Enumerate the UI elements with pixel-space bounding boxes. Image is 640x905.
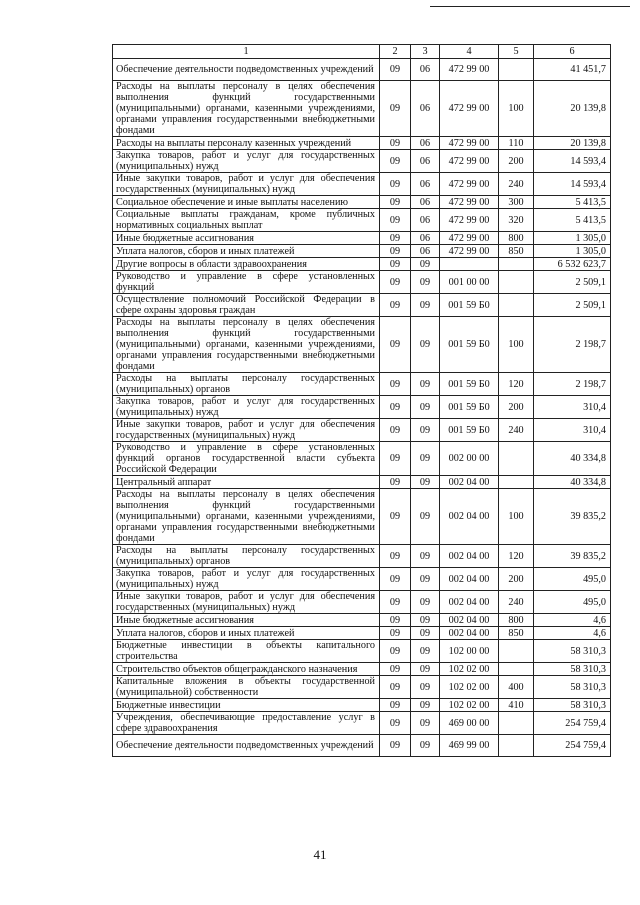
row-subsection: 09 [411,294,440,317]
row-subsection: 09 [411,591,440,614]
row-section: 09 [380,271,411,294]
row-expense-type [499,712,534,735]
row-amount: 58 310,3 [534,699,611,712]
row-target-article: 001 59 Б0 [440,419,499,442]
row-name: Расходы на выплаты персоналу в целях обеспечения выполнения функций государственными (муниципальными) органами, казенными учреждениями, органами управления государственными внебюджетными фондами [113,81,380,137]
table-row [113,81,611,137]
row-amount: 58 310,3 [534,663,611,676]
header-cell-subsection: 3 [411,45,440,59]
row-amount: 5 413,5 [534,196,611,209]
row-amount: 39 835,2 [534,545,611,568]
table-row [113,137,611,150]
row-section: 09 [380,196,411,209]
table-row [113,173,611,196]
row-target-article: 001 00 00 [440,271,499,294]
row-amount: 4,6 [534,614,611,627]
table-row [113,640,611,663]
row-target-article: 002 04 00 [440,591,499,614]
row-target-article: 002 04 00 [440,614,499,627]
row-subsection: 09 [411,614,440,627]
row-amount: 20 139,8 [534,81,611,137]
row-amount: 254 759,4 [534,735,611,757]
table-row [113,258,611,271]
row-amount: 58 310,3 [534,676,611,699]
table-row [113,476,611,489]
row-name: Обеспечение деятельности подведомственных учреждений [113,735,380,757]
table-row [113,59,611,81]
row-subsection: 06 [411,245,440,258]
row-section: 09 [380,232,411,245]
budget-table [112,44,611,757]
row-name: Другие вопросы в области здравоохранения [113,258,380,271]
row-expense-type: 400 [499,676,534,699]
row-name: Центральный аппарат [113,476,380,489]
table-row [113,373,611,396]
row-subsection: 06 [411,81,440,137]
table-row [113,245,611,258]
row-amount: 39 835,2 [534,489,611,545]
row-section: 09 [380,373,411,396]
row-expense-type [499,258,534,271]
row-amount: 310,4 [534,396,611,419]
table-row [113,396,611,419]
row-target-article: 002 00 00 [440,442,499,476]
row-expense-type: 240 [499,419,534,442]
row-expense-type [499,294,534,317]
table-row [113,614,611,627]
row-expense-type: 100 [499,81,534,137]
row-amount: 40 334,8 [534,442,611,476]
row-amount: 310,4 [534,419,611,442]
row-section: 09 [380,663,411,676]
row-subsection: 09 [411,373,440,396]
table-row [113,591,611,614]
row-name: Иные бюджетные ассигнования [113,614,380,627]
row-subsection: 09 [411,258,440,271]
row-name: Строительство объектов общегражданского назначения [113,663,380,676]
row-section: 09 [380,419,411,442]
row-section: 09 [380,591,411,614]
row-target-article: 469 00 00 [440,712,499,735]
table-row [113,442,611,476]
row-section: 09 [380,137,411,150]
row-name: Бюджетные инвестиции [113,699,380,712]
row-section: 09 [380,81,411,137]
row-target-article: 472 99 00 [440,150,499,173]
row-subsection: 09 [411,545,440,568]
row-expense-type: 120 [499,373,534,396]
row-section: 09 [380,735,411,757]
row-expense-type: 240 [499,591,534,614]
row-name: Расходы на выплаты персоналу государственных (муниципальных) органов [113,373,380,396]
row-target-article: 102 02 00 [440,676,499,699]
row-amount: 2 509,1 [534,271,611,294]
table-row [113,712,611,735]
table-row [113,699,611,712]
row-subsection: 09 [411,396,440,419]
row-subsection: 06 [411,209,440,232]
row-name: Уплата налогов, сборов и иных платежей [113,627,380,640]
row-section: 09 [380,209,411,232]
row-expense-type: 120 [499,545,534,568]
top-rule [430,6,630,7]
row-expense-type [499,476,534,489]
row-subsection: 09 [411,735,440,757]
row-subsection: 09 [411,489,440,545]
table-row [113,735,611,757]
row-expense-type: 100 [499,489,534,545]
row-subsection: 09 [411,676,440,699]
row-target-article: 002 04 00 [440,545,499,568]
row-amount: 254 759,4 [534,712,611,735]
row-name: Бюджетные инвестиции в объекты капитального строительства [113,640,380,663]
row-name: Иные закупки товаров, работ и услуг для обеспечения государственных (муниципальных) нужд [113,591,380,614]
row-name: Осуществление полномочий Российской Федерации в сфере охраны здоровья граждан [113,294,380,317]
row-name: Социальное обеспечение и иные выплаты населению [113,196,380,209]
row-expense-type [499,735,534,757]
row-target-article: 102 02 00 [440,663,499,676]
row-section: 09 [380,59,411,81]
row-amount: 1 305,0 [534,232,611,245]
row-target-article [440,258,499,271]
row-target-article: 002 04 00 [440,476,499,489]
row-section: 09 [380,173,411,196]
row-name: Социальные выплаты гражданам, кроме публичных нормативных социальных выплат [113,209,380,232]
row-amount: 20 139,8 [534,137,611,150]
row-amount: 58 310,3 [534,640,611,663]
table-row [113,232,611,245]
row-amount: 495,0 [534,568,611,591]
row-target-article: 001 59 Б0 [440,294,499,317]
table-row [113,676,611,699]
row-amount: 14 593,4 [534,150,611,173]
row-name: Обеспечение деятельности подведомственных учреждений [113,59,380,81]
row-name: Иные закупки товаров, работ и услуг для обеспечения государственных (муниципальных) нужд [113,173,380,196]
row-target-article: 472 99 00 [440,196,499,209]
row-expense-type: 320 [499,209,534,232]
row-expense-type: 100 [499,317,534,373]
row-subsection: 09 [411,640,440,663]
table-row [113,271,611,294]
row-name: Уплата налогов, сборов и иных платежей [113,245,380,258]
table-header-row [113,45,611,59]
table-row [113,196,611,209]
row-section: 09 [380,627,411,640]
table-row [113,663,611,676]
table-row [113,209,611,232]
row-expense-type: 850 [499,245,534,258]
row-section: 09 [380,676,411,699]
row-section: 09 [380,476,411,489]
row-target-article: 472 99 00 [440,59,499,81]
row-expense-type: 300 [499,196,534,209]
row-name: Иные закупки товаров, работ и услуг для обеспечения государственных (муниципальных) нужд [113,419,380,442]
row-target-article: 002 04 00 [440,568,499,591]
row-name: Расходы на выплаты персоналу в целях обеспечения выполнения функций государственными (муниципальными) органами, казенными учреждениями, органами управления государственными внебюджетными фондами [113,317,380,373]
row-name: Расходы на выплаты персоналу в целях обеспечения выполнения функций государственными (муниципальными) органами, казенными учреждениями, органами управления государственными внебюджетными фондами [113,489,380,545]
row-section: 09 [380,294,411,317]
row-name: Расходы на выплаты персоналу государственных (муниципальных) органов [113,545,380,568]
row-amount: 2 198,7 [534,373,611,396]
row-section: 09 [380,545,411,568]
row-name: Закупка товаров, работ и услуг для государственных (муниципальных) нужд [113,568,380,591]
row-target-article: 469 99 00 [440,735,499,757]
row-target-article: 472 99 00 [440,137,499,150]
row-subsection: 06 [411,150,440,173]
row-target-article: 472 99 00 [440,245,499,258]
row-amount: 495,0 [534,591,611,614]
row-section: 09 [380,258,411,271]
row-amount: 1 305,0 [534,245,611,258]
row-section: 09 [380,699,411,712]
row-amount: 4,6 [534,627,611,640]
row-expense-type: 800 [499,232,534,245]
row-target-article: 472 99 00 [440,173,499,196]
row-section: 09 [380,568,411,591]
table-row [113,317,611,373]
table-row [113,294,611,317]
row-name: Закупка товаров, работ и услуг для государственных (муниципальных) нужд [113,396,380,419]
table-row [113,545,611,568]
row-section: 09 [380,245,411,258]
row-section: 09 [380,442,411,476]
row-name: Руководство и управление в сфере установленных функций [113,271,380,294]
header-cell-target-article: 4 [440,45,499,59]
row-section: 09 [380,489,411,545]
page-number: 41 [313,847,327,862]
row-name: Капитальные вложения в объекты государственной (муниципальной) собственности [113,676,380,699]
row-expense-type: 110 [499,137,534,150]
row-target-article: 102 02 00 [440,699,499,712]
row-expense-type: 240 [499,173,534,196]
row-subsection: 06 [411,137,440,150]
row-target-article: 001 59 Б0 [440,396,499,419]
row-target-article: 002 04 00 [440,627,499,640]
row-name: Иные бюджетные ассигнования [113,232,380,245]
table-body [113,45,611,757]
row-section: 09 [380,396,411,419]
row-expense-type [499,442,534,476]
row-subsection: 09 [411,419,440,442]
row-subsection: 09 [411,568,440,591]
row-expense-type [499,663,534,676]
row-section: 09 [380,640,411,663]
row-target-article: 002 04 00 [440,489,499,545]
row-subsection: 09 [411,663,440,676]
row-name: Учреждения, обеспечивающие предоставление услуг в сфере здравоохранения [113,712,380,735]
row-target-article: 102 00 00 [440,640,499,663]
row-name: Расходы на выплаты персоналу казенных учреждений [113,137,380,150]
row-subsection: 09 [411,712,440,735]
header-cell-name: 1 [113,45,380,59]
row-amount: 5 413,5 [534,209,611,232]
row-subsection: 09 [411,476,440,489]
row-expense-type: 800 [499,614,534,627]
row-expense-type: 200 [499,396,534,419]
row-name: Закупка товаров, работ и услуг для государственных (муниципальных) нужд [113,150,380,173]
row-target-article: 472 99 00 [440,81,499,137]
row-expense-type: 200 [499,150,534,173]
row-target-article: 472 99 00 [440,209,499,232]
row-amount: 40 334,8 [534,476,611,489]
table-row [113,627,611,640]
row-name: Руководство и управление в сфере установленных функций органов государственной власти субъекта Российской Федерации [113,442,380,476]
row-target-article: 001 59 Б0 [440,373,499,396]
header-cell-amount: 6 [534,45,611,59]
row-amount: 14 593,4 [534,173,611,196]
row-expense-type: 410 [499,699,534,712]
row-section: 09 [380,712,411,735]
row-amount: 2 198,7 [534,317,611,373]
row-subsection: 06 [411,59,440,81]
header-cell-section: 2 [380,45,411,59]
table-row [113,150,611,173]
table-row [113,489,611,545]
row-expense-type: 200 [499,568,534,591]
row-subsection: 06 [411,196,440,209]
row-section: 09 [380,317,411,373]
header-cell-expense-type: 5 [499,45,534,59]
row-amount: 6 532 623,7 [534,258,611,271]
row-subsection: 09 [411,317,440,373]
row-subsection: 09 [411,442,440,476]
row-expense-type: 850 [499,627,534,640]
row-section: 09 [380,614,411,627]
row-subsection: 06 [411,173,440,196]
row-target-article: 472 99 00 [440,232,499,245]
row-subsection: 09 [411,699,440,712]
row-expense-type [499,59,534,81]
row-subsection: 06 [411,232,440,245]
row-amount: 2 509,1 [534,294,611,317]
row-subsection: 09 [411,271,440,294]
row-expense-type [499,271,534,294]
row-target-article: 001 59 Б0 [440,317,499,373]
row-subsection: 09 [411,627,440,640]
table-row [113,419,611,442]
row-section: 09 [380,150,411,173]
row-expense-type [499,640,534,663]
row-amount: 41 451,7 [534,59,611,81]
table-row [113,568,611,591]
